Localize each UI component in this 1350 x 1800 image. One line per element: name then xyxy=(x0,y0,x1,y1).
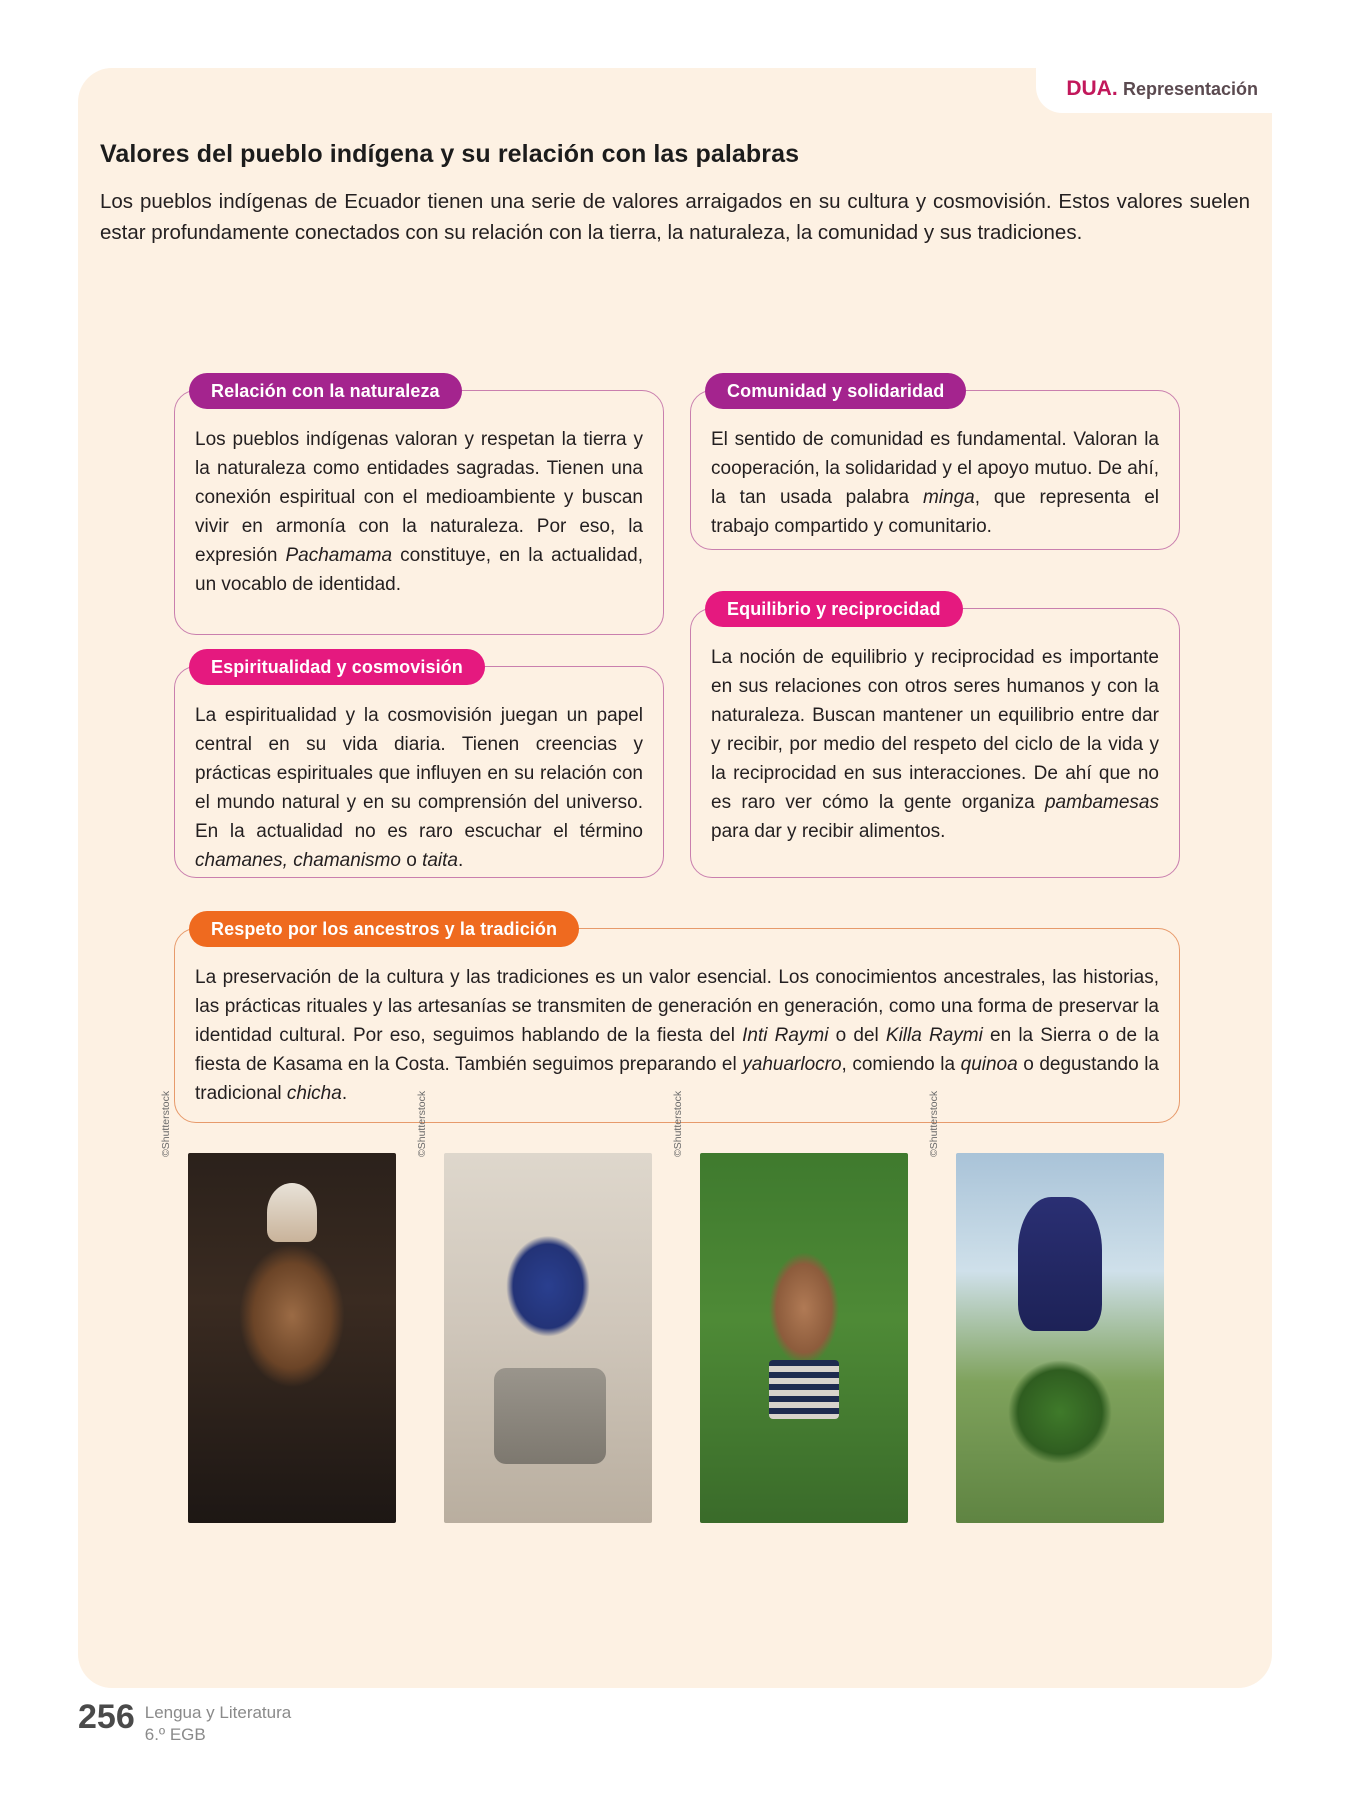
callout-body-respeto-ancestros: La preservación de la cultura y las tradiciones es un valor esencial. Los conocimientos ancestrales, las historias, las prácticas rituales y las artesanías se transmiten de generación en generación, como una forma de preservar la identidad cultural. Por eso, seguimos hablando de la fiesta del Inti Raymi o del Killa Raymi en la Sierra o de la fiesta de Kasama en la Costa. También seguimos preparando el yahuarlocro, comiendo la quinoa o degustando la tradicional chicha. xyxy=(195,967,1159,1104)
page-title: Valores del pueblo indígena y su relación con las palabras xyxy=(100,140,800,168)
page-footer xyxy=(78,1700,291,1746)
photo-credit: ©Shutterstock xyxy=(672,1090,684,1157)
footer-subject: Lengua y Literatura xyxy=(144,1703,292,1722)
callout-body-espiritualidad-cosmovision: La espiritualidad y la cosmovisión juegan un papel central en su vida diaria. Tienen creencias y prácticas espirituales que influyen en su relación con el mundo natural y en su comprensión del universo. En la actualidad no es raro escuchar el término chamanes, chamanismo o taita. xyxy=(195,705,643,871)
callout-title-respeto-ancestros: Respeto por los ancestros y la tradición xyxy=(189,911,579,947)
callout-comunidad-solidaridad xyxy=(690,380,1180,550)
page-panel xyxy=(78,68,1272,1688)
callout-espiritualidad-cosmovision xyxy=(174,656,664,878)
dua-badge-rest: Representación xyxy=(1122,79,1258,99)
page-number: 256 xyxy=(78,1698,135,1736)
intro-paragraph: Los pueblos indígenas de Ecuador tienen una serie de valores arraigados en su cultura y cosmovisión. Estos valores suelen estar profundamente conectados con su relación con la tierra, la naturaleza, la comunidad y sus tradiciones. xyxy=(100,190,1250,244)
photo-gallery xyxy=(160,1090,1184,1533)
photo-item xyxy=(672,1090,908,1523)
photo-item xyxy=(928,1090,1164,1523)
callout-equilibrio-reciprocidad xyxy=(690,598,1180,878)
photo-image-man-jungle xyxy=(700,1153,908,1523)
footer-level: 6.º EGB xyxy=(144,1725,206,1744)
photo-item xyxy=(416,1090,652,1523)
photo-credit: ©Shutterstock xyxy=(928,1090,940,1157)
photo-image-woman-grinding xyxy=(444,1153,652,1523)
callout-title-relacion-naturaleza: Relación con la naturaleza xyxy=(189,373,462,409)
photo-item xyxy=(160,1090,396,1523)
photo-image-amazonian-man xyxy=(188,1153,396,1523)
dua-badge xyxy=(1036,68,1272,113)
callout-title-equilibrio-reciprocidad: Equilibrio y reciprocidad xyxy=(705,591,963,627)
callout-body-relacion-naturaleza: Los pueblos indígenas valoran y respetan la tierra y la naturaleza como entidades sagradas. Tienen una conexión espiritual con el medioambiente y buscan vivir en armonía con la naturaleza. Por eso, la expresión Pachamama constituye, en la actualidad, un vocablo de identidad. xyxy=(195,429,644,595)
photo-image-woman-plants xyxy=(956,1153,1164,1523)
photo-credit: ©Shutterstock xyxy=(160,1090,172,1157)
photo-credit: ©Shutterstock xyxy=(416,1090,428,1157)
callout-relacion-naturaleza xyxy=(174,380,664,635)
callout-title-comunidad-solidaridad: Comunidad y solidaridad xyxy=(705,373,966,409)
callout-title-espiritualidad-cosmovision: Espiritualidad y cosmovisión xyxy=(189,649,485,685)
footer-text xyxy=(145,1700,292,1746)
callout-body-equilibrio-reciprocidad: La noción de equilibrio y reciprocidad es importante en sus relaciones con otros seres humanos y con la naturaleza. Buscan mantener un equilibrio entre dar y recibir, por medio del respeto del ciclo de la vida y la reciprocidad en sus interacciones. De ahí que no es raro ver cómo la gente organiza pambamesas para dar y recibir alimentos. xyxy=(711,647,1159,842)
dua-badge-strong: DUA. xyxy=(1066,77,1118,100)
callout-body-comunidad-solidaridad: El sentido de comunidad es fundamental. Valoran la cooperación, la solidaridad y el apoyo mutuo. De ahí, la tan usada palabra minga, que representa el trabajo compartido y comunitario. xyxy=(711,429,1159,537)
